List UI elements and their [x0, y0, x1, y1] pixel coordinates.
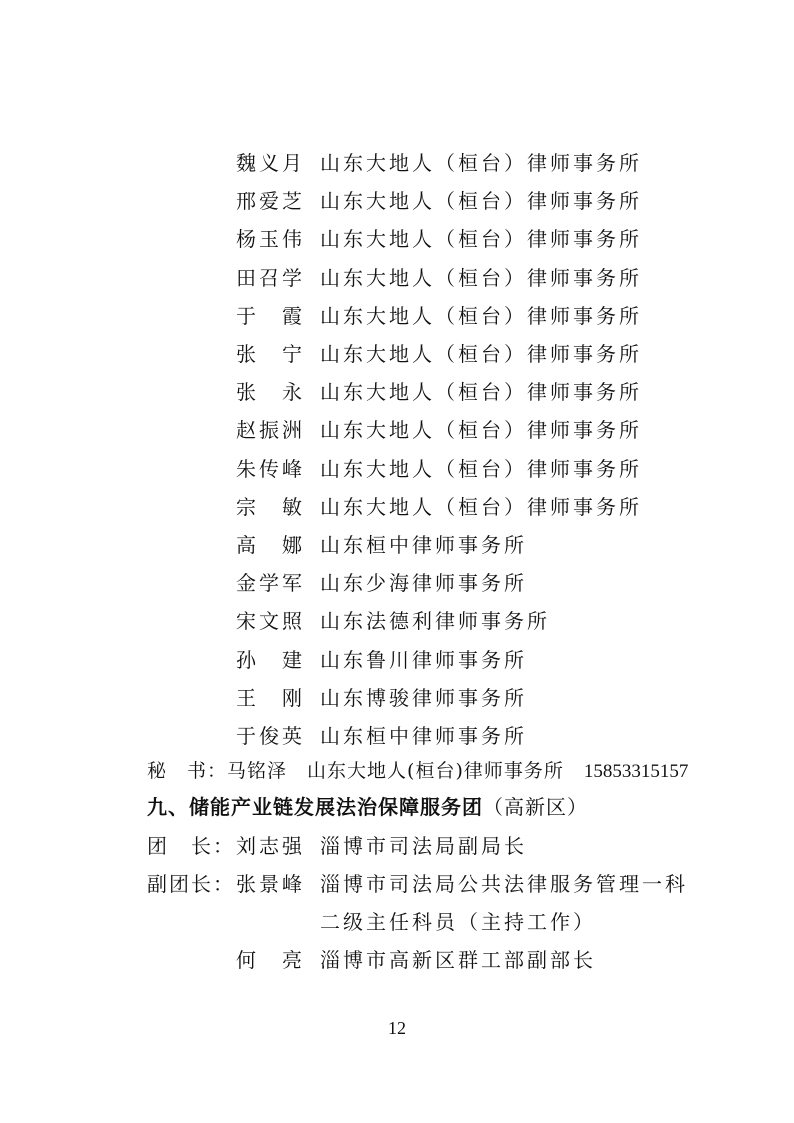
member-row	[0, 683, 600, 713]
deputy2-row	[0, 945, 600, 975]
member-row	[0, 454, 642, 484]
secretary-row	[0, 756, 689, 786]
member-row	[0, 721, 600, 751]
member-row	[0, 148, 642, 178]
member-org: 山东大地人（桓台）律师事务所	[320, 494, 642, 519]
member-name: 朱传峰	[236, 456, 305, 481]
leader-row	[0, 831, 600, 861]
secretary-name: 马铭泽	[227, 760, 288, 782]
deputy-label: 副团长：	[147, 872, 235, 896]
member-name: 金学军	[236, 571, 305, 596]
member-row	[0, 415, 642, 445]
section-district: （高新区）	[483, 795, 588, 819]
member-name: 高 娜	[236, 533, 305, 557]
member-row	[0, 645, 600, 675]
member-org: 山东少海律师事务所	[320, 571, 527, 596]
member-org: 山东大地人（桓台）律师事务所	[320, 342, 642, 366]
member-name: 孙 建	[236, 647, 305, 672]
deputy-row-continued	[0, 907, 600, 937]
member-name: 邢爱芝	[236, 189, 305, 214]
member-org: 山东大地人（桓台）律师事务所	[320, 265, 642, 290]
member-row	[0, 492, 642, 522]
member-name: 张 宁	[236, 342, 305, 366]
member-org: 山东大地人（桓台）律师事务所	[320, 189, 642, 214]
member-row	[0, 263, 642, 293]
page-number: 12	[388, 1018, 406, 1038]
member-org: 山东桓中律师事务所	[320, 724, 527, 748]
deputy-title-line1: 淄博市司法局公共法律服务管理一科	[320, 872, 688, 896]
member-name: 杨玉伟	[236, 227, 305, 252]
member-row	[0, 377, 642, 407]
member-row	[0, 339, 642, 369]
deputy-row	[0, 869, 688, 899]
member-org: 山东大地人（桓台）律师事务所	[320, 151, 642, 175]
member-name: 于 霞	[236, 303, 305, 328]
member-name: 于俊英	[236, 724, 305, 748]
leader-title: 淄博市司法局副局长	[320, 834, 527, 858]
member-name: 魏义月	[236, 151, 305, 175]
member-row	[0, 224, 642, 254]
member-row	[0, 186, 642, 216]
leader-name: 刘志强	[236, 834, 305, 858]
member-name: 田召学	[236, 265, 305, 290]
member-org: 山东大地人（桓台）律师事务所	[320, 456, 642, 481]
member-row	[0, 606, 600, 636]
leader-label: 团 长：	[147, 834, 235, 858]
member-org: 山东法德利律师事务所	[320, 609, 550, 634]
deputy-title-line2: 二级主任科员（主持工作）	[320, 910, 596, 934]
member-row	[0, 530, 600, 560]
member-name: 宋文照	[236, 609, 305, 634]
deputy2-name: 何 亮	[236, 948, 305, 972]
deputy-name: 张景峰	[236, 872, 305, 896]
member-row	[0, 568, 600, 598]
member-row	[0, 301, 642, 331]
section-title: 九、储能产业链发展法治保障服务团	[147, 795, 483, 819]
secretary-label: 秘 书：	[147, 760, 228, 782]
member-name: 赵振洲	[236, 418, 305, 443]
member-name: 宗 敏	[236, 494, 305, 519]
member-org: 山东桓中律师事务所	[320, 533, 527, 557]
secretary-phone: 15853315157	[583, 761, 689, 782]
member-org: 山东大地人（桓台）律师事务所	[320, 227, 642, 252]
member-org: 山东博骏律师事务所	[320, 685, 527, 710]
member-org: 山东大地人（桓台）律师事务所	[320, 418, 642, 443]
member-org: 山东大地人（桓台）律师事务所	[320, 380, 642, 405]
member-org: 山东大地人（桓台）律师事务所	[320, 303, 642, 328]
member-org: 山东鲁川律师事务所	[320, 647, 527, 672]
section-heading	[0, 792, 600, 822]
secretary-org: 山东大地人(桓台)律师事务所	[307, 760, 564, 782]
member-name: 张 永	[236, 380, 305, 405]
member-name: 王 刚	[236, 685, 305, 710]
deputy2-title: 淄博市高新区群工部副部长	[320, 948, 596, 972]
